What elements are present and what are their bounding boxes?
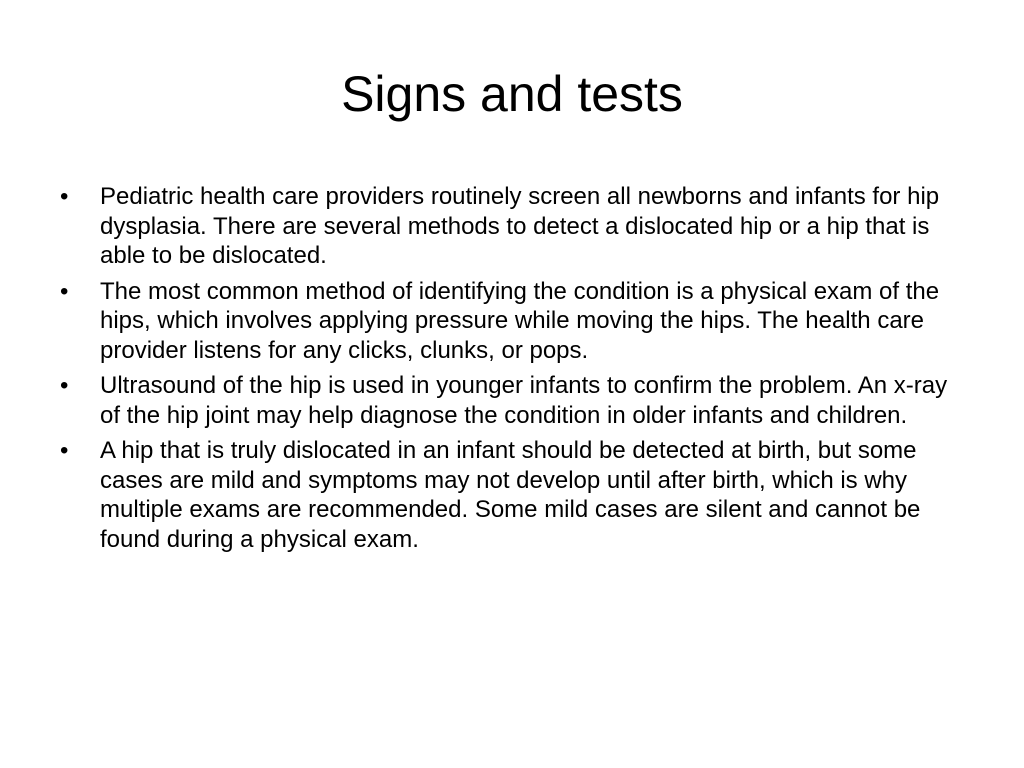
- bullet-point-icon: •: [60, 277, 69, 305]
- slide-title: Signs and tests: [341, 66, 683, 122]
- bullet-point-icon: •: [60, 372, 69, 399]
- bullet-item: [60, 277, 972, 366]
- bullet-point-icon: •: [60, 183, 69, 210]
- bullet-point-icon: •: [60, 437, 69, 464]
- bullet-text: Ultrasound of the hip is used in younger infants to confirm the problem. An x-ray of the hip joint may help diagnose the condition in older infants and children.: [100, 372, 948, 429]
- bullet-list: [60, 182, 972, 560]
- bullet-item: [60, 182, 972, 271]
- bullet-text: A hip that is truly dislocated in an infant should be detected at birth, but some cases are mild and symptoms may not develop until after birth, which is why multiple exams are recommended. Some mild cases are silent and cannot be found during a physical exam.: [100, 437, 921, 553]
- bullet-text: Pediatric health care providers routinely screen all newborns and infants for hip dysplasia. There are several methods to detect a dislocated hip or a hip that is able to be dislocated.: [100, 183, 940, 269]
- bullet-text: The most common method of identifying the condition is a physical exam of the hips, which involves applying pressure while moving the hips. The health care provider listens for any clicks, clunks, or pops.: [100, 277, 940, 364]
- bullet-item: [60, 371, 972, 430]
- bullet-item: [60, 436, 972, 554]
